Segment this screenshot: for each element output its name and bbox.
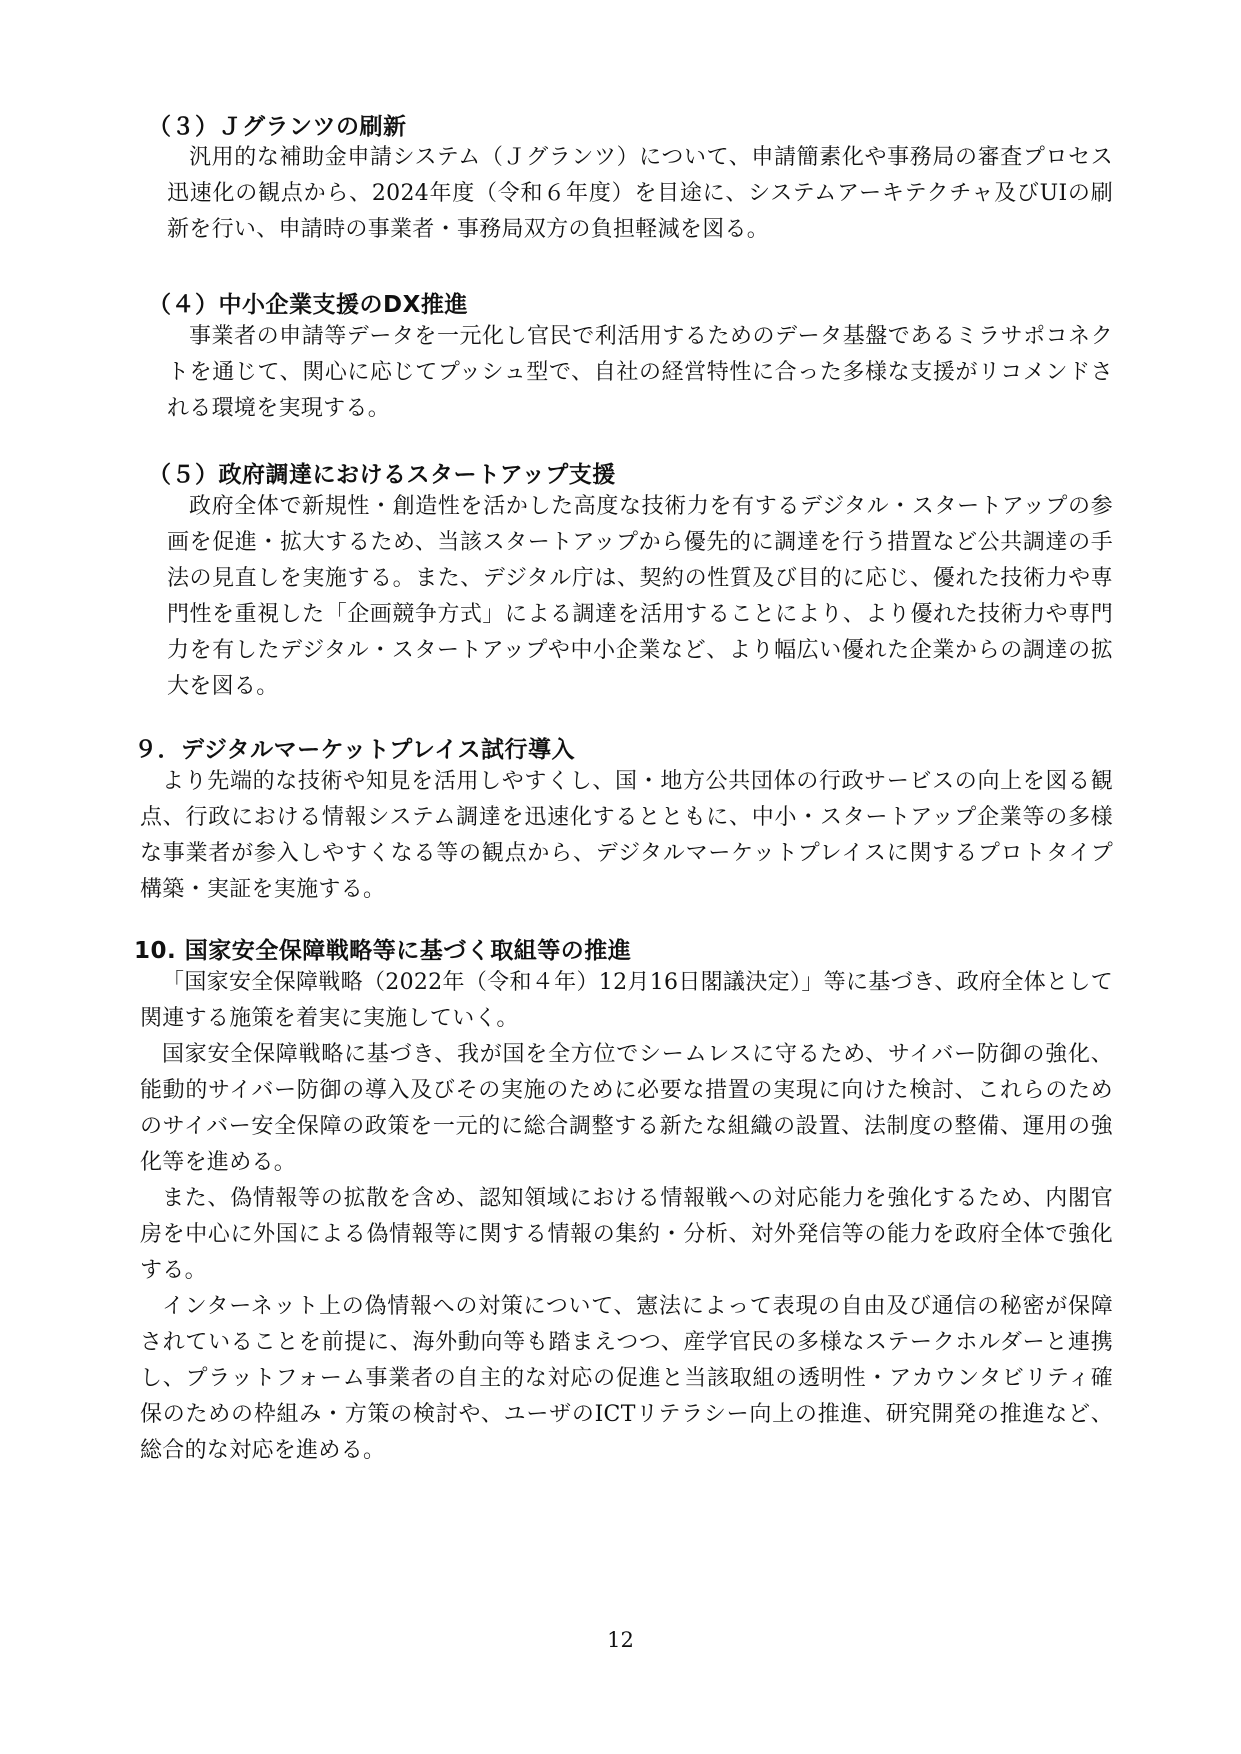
section-paragraph: また、偽情報等の拡散を含め、認知領域における情報戦への対応能力を強化するため、内閣官房を中心に外国による偽情報等に関する情報の集約・分析、対外発信等の能力を政府全体で強化する。 <box>140 1186 1113 1283</box>
section-paragraph: 「国家安全保障戦略（2022年（令和４年）12月16日閣議決定）」等に基づき、政府全体として関連する施策を着実に実施していく。 <box>140 970 1113 1031</box>
section-heading-sme-dx: （４）中小企業支援のDX推進 <box>148 292 468 318</box>
section-paragraph: より先端的な技術や知見を活用しやすくし、国・地方公共団体の行政サービスの向上を図る観点、行政における情報システム調達を迅速化するとともに、中小・スタートアップ企業等の多様な事業者が参入しやすくなる等の観点から、デジタルマーケットプレイスに関するプロトタイプ構築・実証を実施する。 <box>140 769 1113 902</box>
section-paragraph: 政府全体で新規性・創造性を活かした高度な技術力を有するデジタル・スタートアップの参画を促進・拡大するため、当該スタートアップから優先的に調達を行う措置など公共調達の手法の見直しを実施する。また、デジタル庁は、契約の性質及び目的に応じ、優れた技術力や専門性を重視した「企画競争方式」による調達を活用することにより、より優れた技術力や専門力を有したデジタル・スタートアップや中小企業など、より幅広い優れた企業からの調達の拡大を図る。 <box>167 494 1113 699</box>
section-paragraph: 事業者の申請等データを一元化し官民で利活用するためのデータ基盤であるミラサポコネクトを通じて、関心に応じてプッシュ型で、自社の経営特性に合った多様な支援がリコメンドされる環境を実現する。 <box>167 324 1113 421</box>
section-heading-j-grants: （３）Ｊグランツの刷新 <box>148 114 407 140</box>
section-heading-digital-marketplace: ９．デジタルマーケットプレイス試行導入 <box>134 737 575 763</box>
section-paragraph: 国家安全保障戦略に基づき、我が国を全方位でシームレスに守るため、サイバー防御の強化、能動的サイバー防御の導入及びその実施のために必要な措置の実現に向けた検討、これらのためのサイバー安全保障の政策を一元的に総合調整する新たな組織の設置、法制度の整備、運用の強化等を進める。 <box>140 1042 1113 1175</box>
section-heading-national-security: 10. 国家安全保障戦略等に基づく取組等の推進 <box>134 938 632 964</box>
section-paragraph: 汎用的な補助金申請システム（Ｊグランツ）について、申請簡素化や事務局の審査プロセス迅速化の観点から、2024年度（令和６年度）を目途に、システムアーキテクチャ及びUIの刷新を行い、申請時の事業者・事務局双方の負担軽減を図る。 <box>167 145 1113 242</box>
section-heading-startup-procurement: （５）政府調達におけるスタートアップ支援 <box>148 462 616 488</box>
section-paragraph: インターネット上の偽情報への対策について、憲法によって表現の自由及び通信の秘密が保障されていることを前提に、海外動向等も踏まえつつ、産学官民の多様なステークホルダーと連携し、プラットフォーム事業者の自主的な対応の促進と当該取組の透明性・アカウンタビリティ確保のための枠組み・方策の検討や、ユーザのICTリテラシー向上の推進、研究開発の推進など、総合的な対応を進める。 <box>140 1294 1113 1463</box>
page-number: 12 <box>607 1628 634 1652</box>
